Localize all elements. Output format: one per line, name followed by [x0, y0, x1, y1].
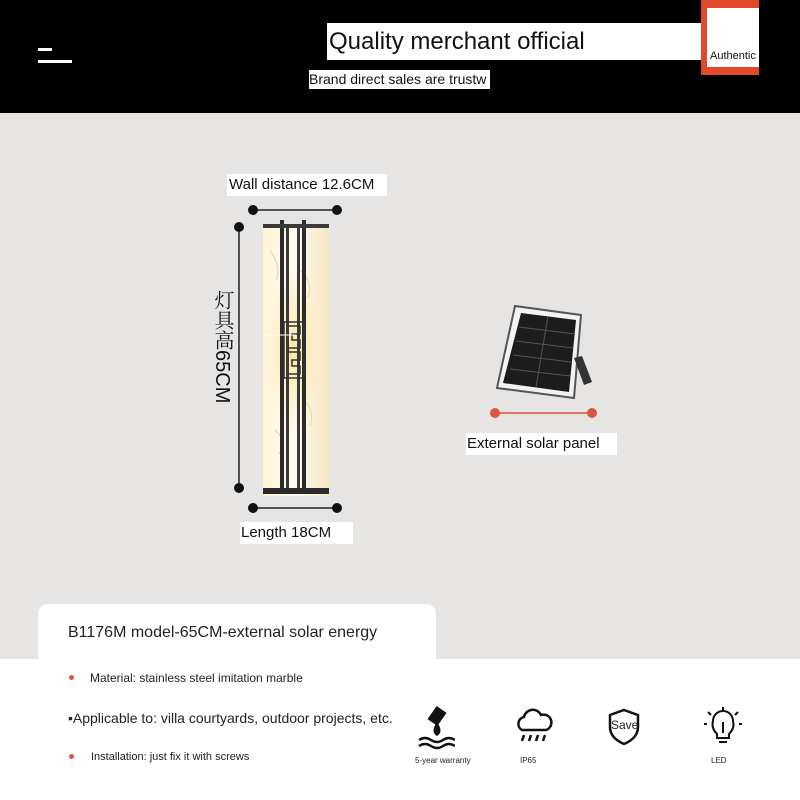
led-label: LED [711, 756, 727, 765]
model-title: B1176M model-65CM-external solar energy [68, 624, 378, 641]
width-dimension-line [248, 205, 342, 215]
feature-applicable: •Applicable to: villa courtyards, outdoor projects, etc. [68, 710, 393, 726]
solar-panel-dimension-line [490, 408, 597, 418]
water-drop-icon [415, 706, 455, 750]
rain-cloud-icon [514, 708, 554, 744]
solar-panel-image [497, 306, 592, 398]
bullet-dot [69, 675, 74, 680]
length-dimension-line [248, 503, 342, 513]
ip65-label: IP65 [520, 756, 537, 765]
subtitle: Brand direct sales are trustw [309, 70, 490, 89]
wall-lamp [263, 220, 329, 496]
height-dimension-line [234, 222, 244, 493]
solar-panel-label: External solar panel [466, 433, 617, 455]
feature-installation: Installation: just fix it with screws [91, 751, 250, 763]
page-title: Quality merchant official [327, 23, 749, 60]
length-label: Length 18CM [240, 522, 353, 544]
wall-distance-label: Wall distance 12.6CM [227, 174, 387, 196]
badge-text: Authentic [710, 50, 756, 62]
height-label: 灯具高65CM [211, 290, 233, 404]
bullet-dot [69, 754, 74, 759]
feature-material: Material: stainless steel imitation marble [90, 671, 303, 685]
save-label: Save [611, 718, 639, 732]
light-bulb-icon [703, 706, 743, 750]
model-tab [38, 604, 436, 666]
warranty-label: 5-year warranty [415, 756, 471, 765]
